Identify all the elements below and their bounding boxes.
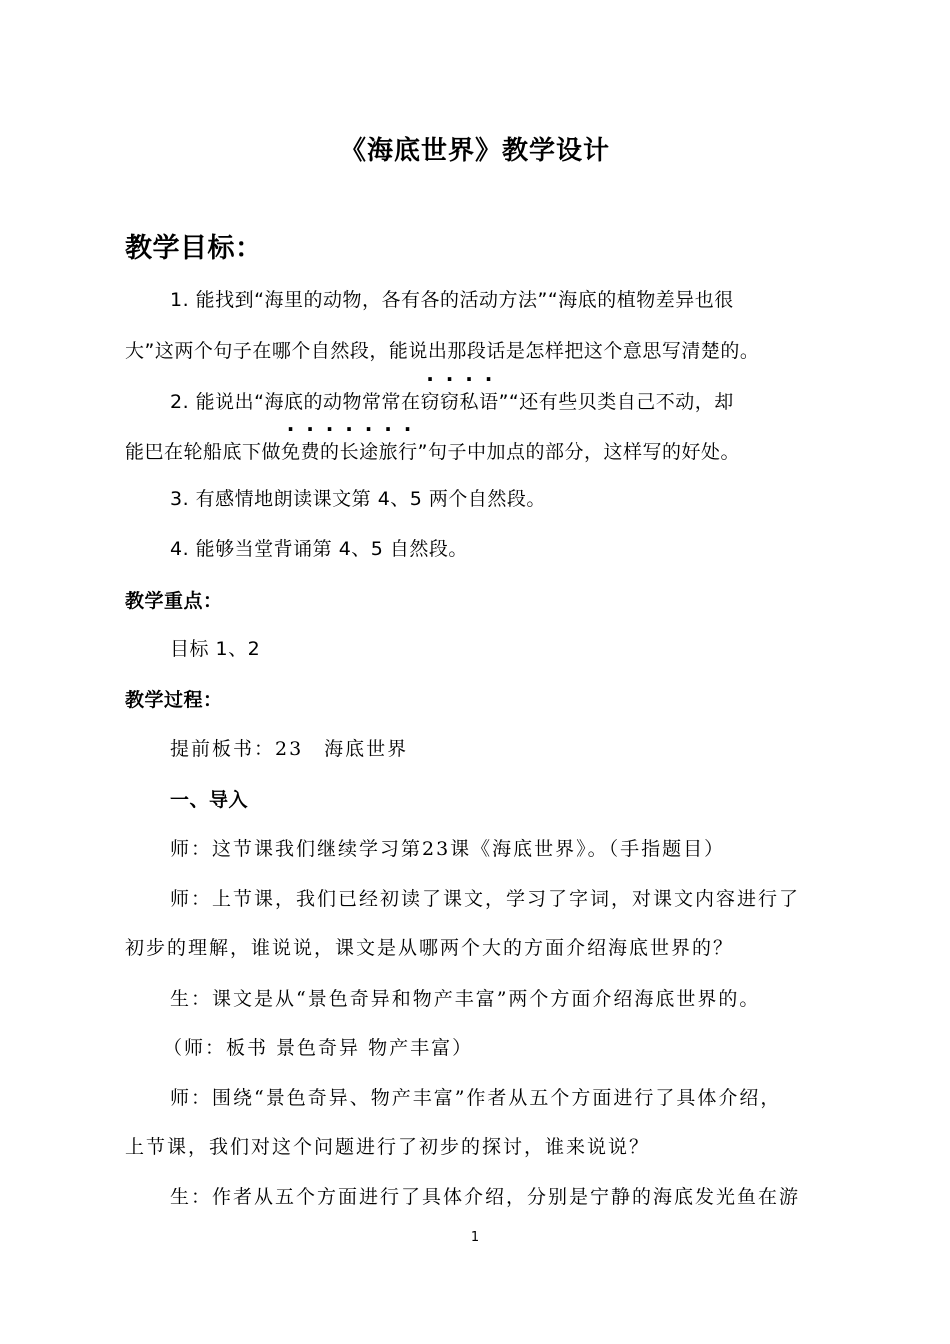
paragraph-1: 师：这节课我们继续学习第23课《海底世界》。（手指题目） <box>170 838 726 860</box>
dotted-emphasis-1 <box>421 391 499 413</box>
doc-title: 《海底世界》教学设计 <box>339 136 610 166</box>
objective-4: 4. 能够当堂背诵第 4、5 自然段。 <box>170 538 468 560</box>
keypoints-text: 目标 1、2 <box>170 638 261 660</box>
objective-1-line-2: 大”这两个句子在哪个自然段，能说出那段话是怎样把这个意思写清楚的。 <box>125 340 760 362</box>
objective-1-line-1: 1. 能找到“海里的动物，各有各的活动方法”“海底的植物差异也很 <box>170 289 734 311</box>
emphasis-dot-char: 窃 <box>440 391 460 413</box>
dotted-emphasis-2 <box>281 441 418 463</box>
emphasis-dot-char: 窃 <box>420 391 441 413</box>
section-1-heading: 一、导入 <box>170 789 249 811</box>
emphasis-dot-char: 的 <box>320 441 340 463</box>
emphasis-dot-char: 免 <box>281 441 301 463</box>
paragraph-5-line-1: 师：围绕“景色奇异、物产丰富”作者从五个方面进行了具体介绍， <box>170 1087 782 1109</box>
paragraph-2-line-2: 初步的理解，谁说说，课文是从哪两个大的方面介绍海底世界的？ <box>125 937 735 959</box>
emphasis-dot-char: 费 <box>300 441 321 463</box>
objectives-heading: 教学目标： <box>125 233 263 264</box>
objective-3: 3. 有感情地朗读课文第 4、5 两个自然段。 <box>170 488 546 510</box>
emphasis-dot-char: 私 <box>459 391 480 413</box>
board-text: 提前板书：23 海底世界 <box>170 738 409 760</box>
objective-2-text-a: 2. 能说出“海底的动物常常在 <box>170 391 421 413</box>
objective-2-text-c: 能巴在轮船底下做 <box>125 441 282 463</box>
emphasis-dot-char: 行 <box>398 441 418 463</box>
emphasis-dot-char: 途 <box>359 441 379 463</box>
objective-2-text-d: ”句子中加点的部分，这样写的好处。 <box>417 441 740 463</box>
objective-2-text-b: ”“还有些贝类自己不动，却 <box>498 391 734 413</box>
emphasis-dot-char: 旅 <box>378 441 399 463</box>
paragraph-6-line-1: 生：作者从五个方面进行了具体介绍，分别是宁静的海底发光鱼在游 <box>170 1186 801 1208</box>
paragraph-5-line-2: 上节课，我们对这个问题进行了初步的探讨，谁来说说？ <box>125 1136 651 1158</box>
paragraph-4: （师：板书 景色奇异 物产丰富） <box>163 1037 474 1059</box>
page-number: 1 <box>470 1230 480 1245</box>
keypoints-heading: 教学重点： <box>125 590 223 612</box>
paragraph-2-line-1: 师：上节课，我们已经初读了课文，学习了字词，对课文内容进行了 <box>170 888 801 910</box>
objective-2-line-1 <box>170 389 734 415</box>
emphasis-dot-char: 语 <box>479 391 499 413</box>
emphasis-dot-char: 长 <box>339 441 360 463</box>
paragraph-3: 生：课文是从“景色奇异和物产丰富”两个方面介绍海底世界的。 <box>170 988 761 1010</box>
process-heading: 教学过程： <box>125 689 223 711</box>
objective-2-line-2 <box>125 439 740 465</box>
